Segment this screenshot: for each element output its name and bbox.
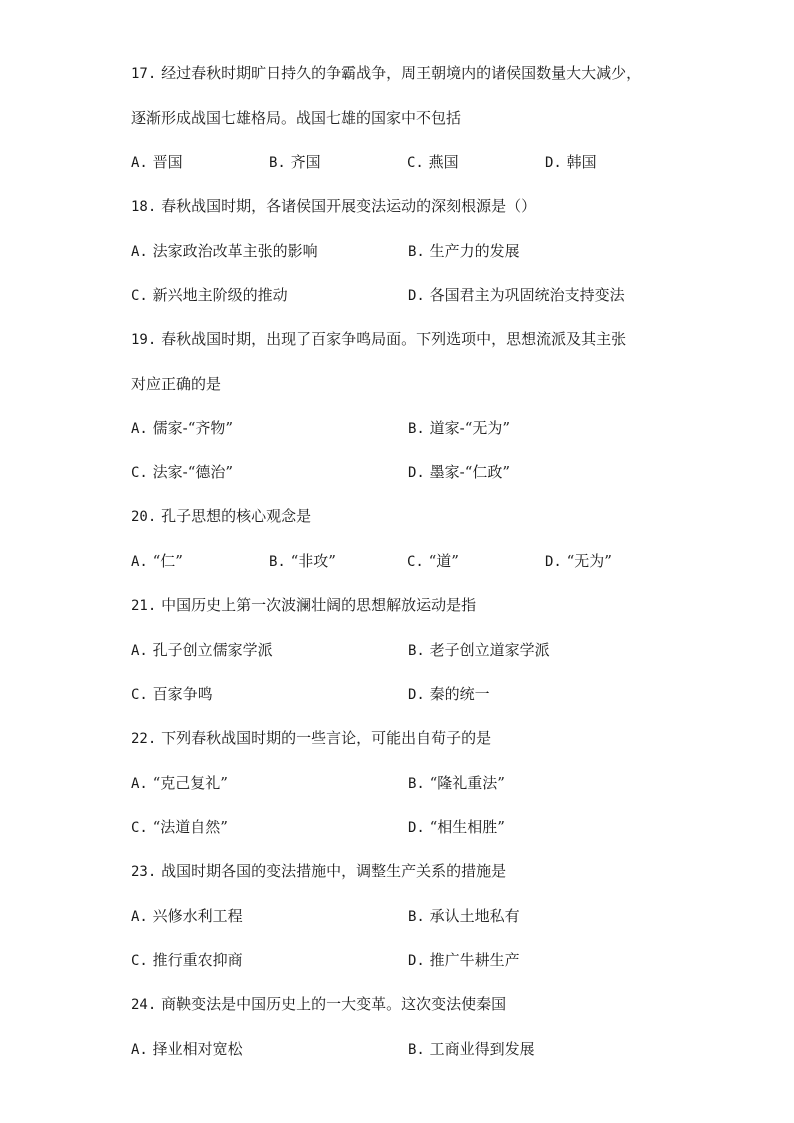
question-block <box>131 56 691 179</box>
options-row <box>131 633 691 667</box>
option-letter: D. <box>408 820 425 836</box>
option-letter: C. <box>131 953 148 969</box>
option-letter: C. <box>131 820 148 836</box>
answer-option[interactable] <box>131 234 408 268</box>
option-letter: B. <box>408 643 425 659</box>
question-number: 24. <box>131 997 157 1013</box>
option-letter: A. <box>131 421 148 437</box>
option-text: “非攻” <box>290 552 336 570</box>
answer-option[interactable] <box>131 544 269 578</box>
option-text: 孔子创立儒家学派 <box>152 641 273 659</box>
option-text: 道家-“无为” <box>429 419 511 437</box>
options-row <box>131 278 691 312</box>
option-letter: A. <box>131 1042 148 1058</box>
answer-option[interactable] <box>131 810 408 844</box>
option-letter: A. <box>131 909 148 925</box>
answer-option[interactable] <box>545 145 683 179</box>
options-row <box>131 677 691 711</box>
question-block <box>131 588 691 711</box>
question-text: 春秋战国时期，各诸侯国开展变法运动的深刻根源是（） <box>161 197 537 215</box>
option-text: 百家争鸣 <box>152 685 213 703</box>
option-text: 齐国 <box>290 153 321 171</box>
answer-option[interactable] <box>131 677 408 711</box>
answer-option[interactable] <box>408 766 685 800</box>
question-stem-line <box>131 499 691 534</box>
answer-option[interactable] <box>131 455 408 489</box>
option-letter: D. <box>408 687 425 703</box>
question-stem-line <box>131 721 691 756</box>
option-letter: B. <box>269 155 286 171</box>
question-number: 19. <box>131 332 157 348</box>
question-block <box>131 499 691 578</box>
question-block <box>131 987 691 1066</box>
option-letter: C. <box>131 465 148 481</box>
answer-option[interactable] <box>408 1032 685 1066</box>
question-block <box>131 854 691 977</box>
option-letter: D. <box>545 554 562 570</box>
option-text: 晋国 <box>152 153 183 171</box>
question-number: 23. <box>131 864 157 880</box>
question-stem-line <box>131 189 691 224</box>
question-text: 中国历史上第一次波澜壮阔的思想解放运动是指 <box>161 596 477 614</box>
option-text: 择业相对宽松 <box>152 1040 243 1058</box>
option-text: 新兴地主阶级的推动 <box>152 286 288 304</box>
options-row <box>131 145 691 179</box>
answer-option[interactable] <box>131 411 408 445</box>
options-row <box>131 411 691 445</box>
question-text: 孔子思想的核心观念是 <box>161 507 312 525</box>
question-text: 战国时期各国的变法措施中，调整生产关系的措施是 <box>161 862 507 880</box>
option-letter: B. <box>269 554 286 570</box>
option-text: “仁” <box>152 552 183 570</box>
question-number: 17. <box>131 66 157 82</box>
answer-option[interactable] <box>131 1032 408 1066</box>
answer-option[interactable] <box>408 810 685 844</box>
question-text: 对应正确的是 <box>131 375 222 393</box>
option-letter: A. <box>131 244 148 260</box>
question-text: 商鞅变法是中国历史上的一大变革。这次变法使秦国 <box>161 995 507 1013</box>
answer-option[interactable] <box>407 145 545 179</box>
answer-option[interactable] <box>269 544 407 578</box>
options-row <box>131 455 691 489</box>
question-text: 经过春秋时期旷日持久的争霸战争，周王朝境内的诸侯国数量大大减少， <box>161 64 642 82</box>
option-text: “隆礼重法” <box>429 774 505 792</box>
question-stem-line <box>131 56 691 91</box>
option-text: 各国君主为巩固统治支持变法 <box>429 286 625 304</box>
question-block <box>131 322 691 489</box>
option-letter: B. <box>408 776 425 792</box>
option-letter: A. <box>131 155 148 171</box>
answer-option[interactable] <box>131 145 269 179</box>
option-text: 秦的统一 <box>429 685 490 703</box>
option-text: 推行重农抑商 <box>152 951 243 969</box>
option-text: “相生相胜” <box>429 818 505 836</box>
question-stem-line <box>131 101 691 135</box>
answer-option[interactable] <box>545 544 683 578</box>
question-text: 春秋战国时期，出现了百家争鸣局面。下列选项中，思想流派及其主张 <box>161 330 627 348</box>
answer-option[interactable] <box>408 677 685 711</box>
option-text: “克己复礼” <box>152 774 228 792</box>
question-stem-line <box>131 588 691 623</box>
options-row <box>131 766 691 800</box>
question-number: 20. <box>131 509 157 525</box>
option-text: 法家-“德治” <box>152 463 234 481</box>
options-row <box>131 544 691 578</box>
option-text: 工商业得到发展 <box>429 1040 535 1058</box>
option-text: 燕国 <box>428 153 459 171</box>
option-letter: C. <box>407 554 424 570</box>
answer-option[interactable] <box>131 278 408 312</box>
question-stem-line <box>131 322 691 357</box>
answer-option[interactable] <box>131 943 408 977</box>
option-letter: A. <box>131 554 148 570</box>
answer-option[interactable] <box>408 234 685 268</box>
options-row <box>131 899 691 933</box>
question-block <box>131 721 691 844</box>
answer-option[interactable] <box>407 544 545 578</box>
answer-option[interactable] <box>131 633 408 667</box>
option-text: “法道自然” <box>152 818 228 836</box>
option-letter: C. <box>407 155 424 171</box>
option-letter: B. <box>408 244 425 260</box>
option-letter: C. <box>131 687 148 703</box>
option-text: “道” <box>428 552 459 570</box>
option-letter: D. <box>408 953 425 969</box>
answer-option[interactable] <box>408 455 685 489</box>
option-text: 儒家-“齐物” <box>152 419 234 437</box>
option-text: 法家政治改革主张的影响 <box>152 242 318 260</box>
question-stem-line <box>131 854 691 889</box>
question-text: 下列春秋战国时期的一些言论，可能出自荀子的是 <box>161 729 492 747</box>
question-number: 22. <box>131 731 157 747</box>
answer-option[interactable] <box>408 943 685 977</box>
answer-option[interactable] <box>269 145 407 179</box>
options-row <box>131 810 691 844</box>
answer-option[interactable] <box>408 411 685 445</box>
question-stem-line <box>131 367 691 401</box>
option-text: 墨家-“仁政” <box>429 463 511 481</box>
exam-page <box>131 56 691 1076</box>
option-letter: B. <box>408 421 425 437</box>
option-letter: A. <box>131 643 148 659</box>
answer-option[interactable] <box>408 633 685 667</box>
options-row <box>131 234 691 268</box>
option-text: 推广牛耕生产 <box>429 951 520 969</box>
question-number: 21. <box>131 598 157 614</box>
option-letter: A. <box>131 776 148 792</box>
option-letter: C. <box>131 288 148 304</box>
question-stem-line <box>131 987 691 1022</box>
options-row <box>131 943 691 977</box>
question-number: 18. <box>131 199 157 215</box>
option-letter: B. <box>408 1042 425 1058</box>
option-letter: D. <box>545 155 562 171</box>
option-text: “无为” <box>566 552 612 570</box>
option-letter: D. <box>408 288 425 304</box>
question-text: 逐渐形成战国七雄格局。战国七雄的国家中不包括 <box>131 109 462 127</box>
option-text: 兴修水利工程 <box>152 907 243 925</box>
answer-option[interactable] <box>408 278 685 312</box>
option-text: 生产力的发展 <box>429 242 520 260</box>
option-text: 承认土地私有 <box>429 907 520 925</box>
answer-option[interactable] <box>131 899 408 933</box>
option-text: 老子创立道家学派 <box>429 641 550 659</box>
answer-option[interactable] <box>131 766 408 800</box>
option-text: 韩国 <box>566 153 597 171</box>
options-row <box>131 1032 691 1066</box>
answer-option[interactable] <box>408 899 685 933</box>
question-block <box>131 189 691 312</box>
option-letter: B. <box>408 909 425 925</box>
option-letter: D. <box>408 465 425 481</box>
